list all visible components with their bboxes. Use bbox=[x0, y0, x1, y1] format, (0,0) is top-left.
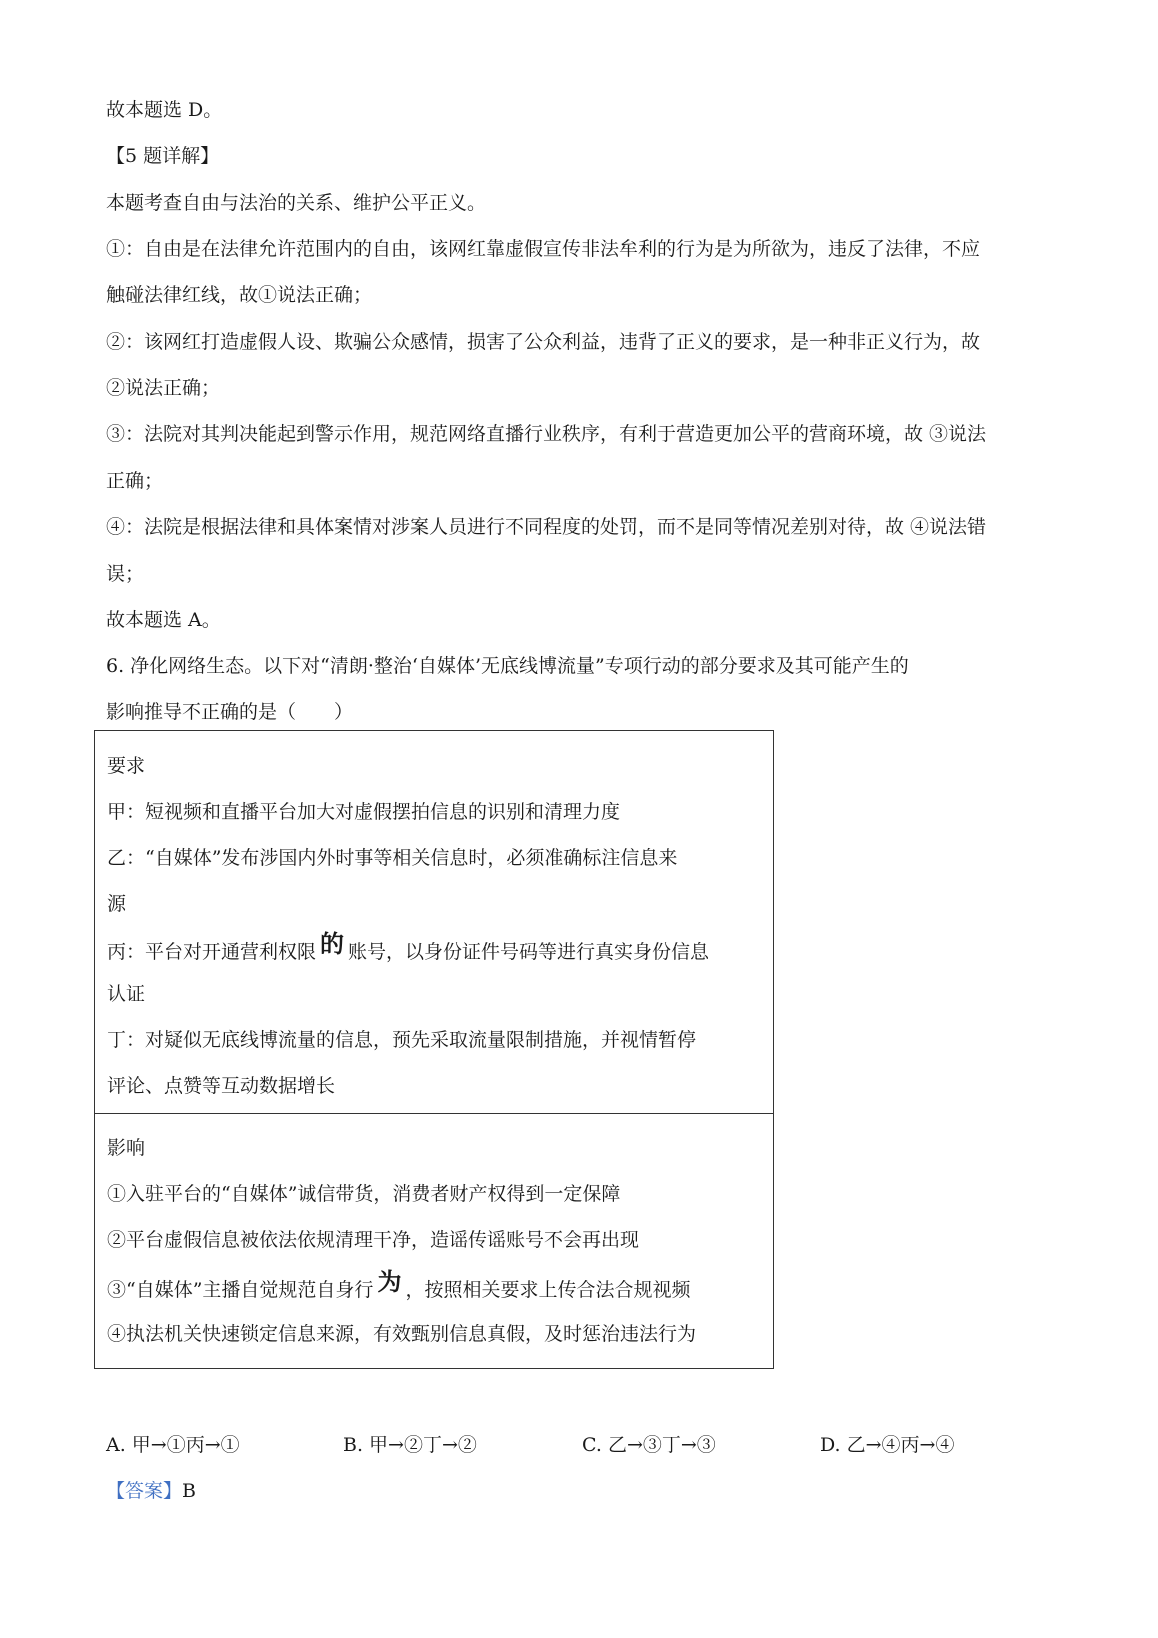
enlarged-char: 为 bbox=[377, 1267, 402, 1296]
requirements-title: 要求 bbox=[107, 755, 146, 777]
impact-1: ①入驻平台的“自媒体”诚信带货，消费者财产权得到一定保障 bbox=[107, 1183, 621, 1205]
requirement-bing-part1: 丙：平台对开通营利权限 bbox=[107, 941, 317, 963]
answer-line bbox=[106, 1478, 196, 1504]
option-c: C. 乙→③丁→③ bbox=[582, 1434, 716, 1456]
text-line: 本题考查自由与法治的关系、维护公平正义。 bbox=[106, 192, 487, 214]
text-line: 正确； bbox=[106, 470, 164, 492]
requirement-bing-cont: 认证 bbox=[107, 983, 146, 1005]
requirement-bing-part2: 账号，以身份证件号码等进行真实身份信息 bbox=[348, 941, 710, 963]
impact-3-part2: ，按照相关要求上传合法合规视频 bbox=[405, 1279, 691, 1301]
requirements-impact-table bbox=[94, 730, 774, 1369]
option-b: B. 甲→②丁→② bbox=[343, 1434, 477, 1456]
requirement-yi-cont: 源 bbox=[107, 893, 127, 915]
answer-tag: 【答案】 bbox=[106, 1480, 183, 1502]
requirement-yi: 乙：“自媒体”发布涉国内外时事等相关信息时，必须准确标注信息来 bbox=[107, 847, 678, 869]
requirement-ding: 丁：对疑似无底线博流量的信息，预先采取流量限制措施，并视情暂停 bbox=[107, 1029, 697, 1051]
impact-3 bbox=[107, 1267, 691, 1303]
question-stem: 6. 净化网络生态。以下对“清朗·整治‘自媒体’无底线博流量”专项行动的部分要求及其可能产生的 bbox=[106, 655, 909, 677]
enlarged-char: 的 bbox=[320, 929, 345, 958]
impact-3-part1: ③“自媒体”主播自觉规范自身行 bbox=[107, 1279, 374, 1301]
impact-4: ④执法机关快速锁定信息来源，有效甄别信息真假，及时惩治违法行为 bbox=[107, 1323, 697, 1345]
section-heading: 【5 题详解】 bbox=[106, 145, 220, 167]
text-line: 触碰法律红线，故①说法正确； bbox=[106, 284, 373, 306]
text-line: ①：自由是在法律允许范围内的自由，该网红靠虚假宣传非法牟利的行为是为所欲为，违反了法律，不应 bbox=[106, 238, 981, 260]
table-divider bbox=[95, 1113, 773, 1114]
answer-value: B bbox=[182, 1480, 196, 1502]
text-line: 故本题选 D。 bbox=[106, 99, 223, 121]
question-stem: 影响推导不正确的是（ ） bbox=[106, 701, 354, 723]
text-line: ④：法院是根据法律和具体案情对涉案人员进行不同程度的处罚，而不是同等情况差别对待，故 ④说法错 bbox=[106, 516, 987, 538]
requirement-ding-cont: 评论、点赞等互动数据增长 bbox=[107, 1075, 336, 1097]
text-line: ③：法院对其判决能起到警示作用，规范网络直播行业秩序，有利于营造更加公平的营商环境，故 ③说法 bbox=[106, 423, 987, 445]
impact-2: ②平台虚假信息被依法依规清理干净，造谣传谣账号不会再出现 bbox=[107, 1229, 640, 1251]
text-line: 故本题选 A。 bbox=[106, 609, 221, 631]
requirement-bing bbox=[107, 929, 710, 965]
option-a: A. 甲→①丙→① bbox=[106, 1434, 240, 1456]
requirement-jia: 甲：短视频和直播平台加大对虚假摆拍信息的识别和清理力度 bbox=[107, 801, 621, 823]
text-line: ②：该网红打造虚假人设、欺骗公众感情，损害了公众利益，违背了正义的要求，是一种非正义行为，故 bbox=[106, 331, 981, 353]
option-d: D. 乙→④丙→④ bbox=[820, 1434, 955, 1456]
text-line: 误； bbox=[106, 563, 145, 585]
text-line: ②说法正确； bbox=[106, 377, 221, 399]
impact-title: 影响 bbox=[107, 1137, 146, 1159]
